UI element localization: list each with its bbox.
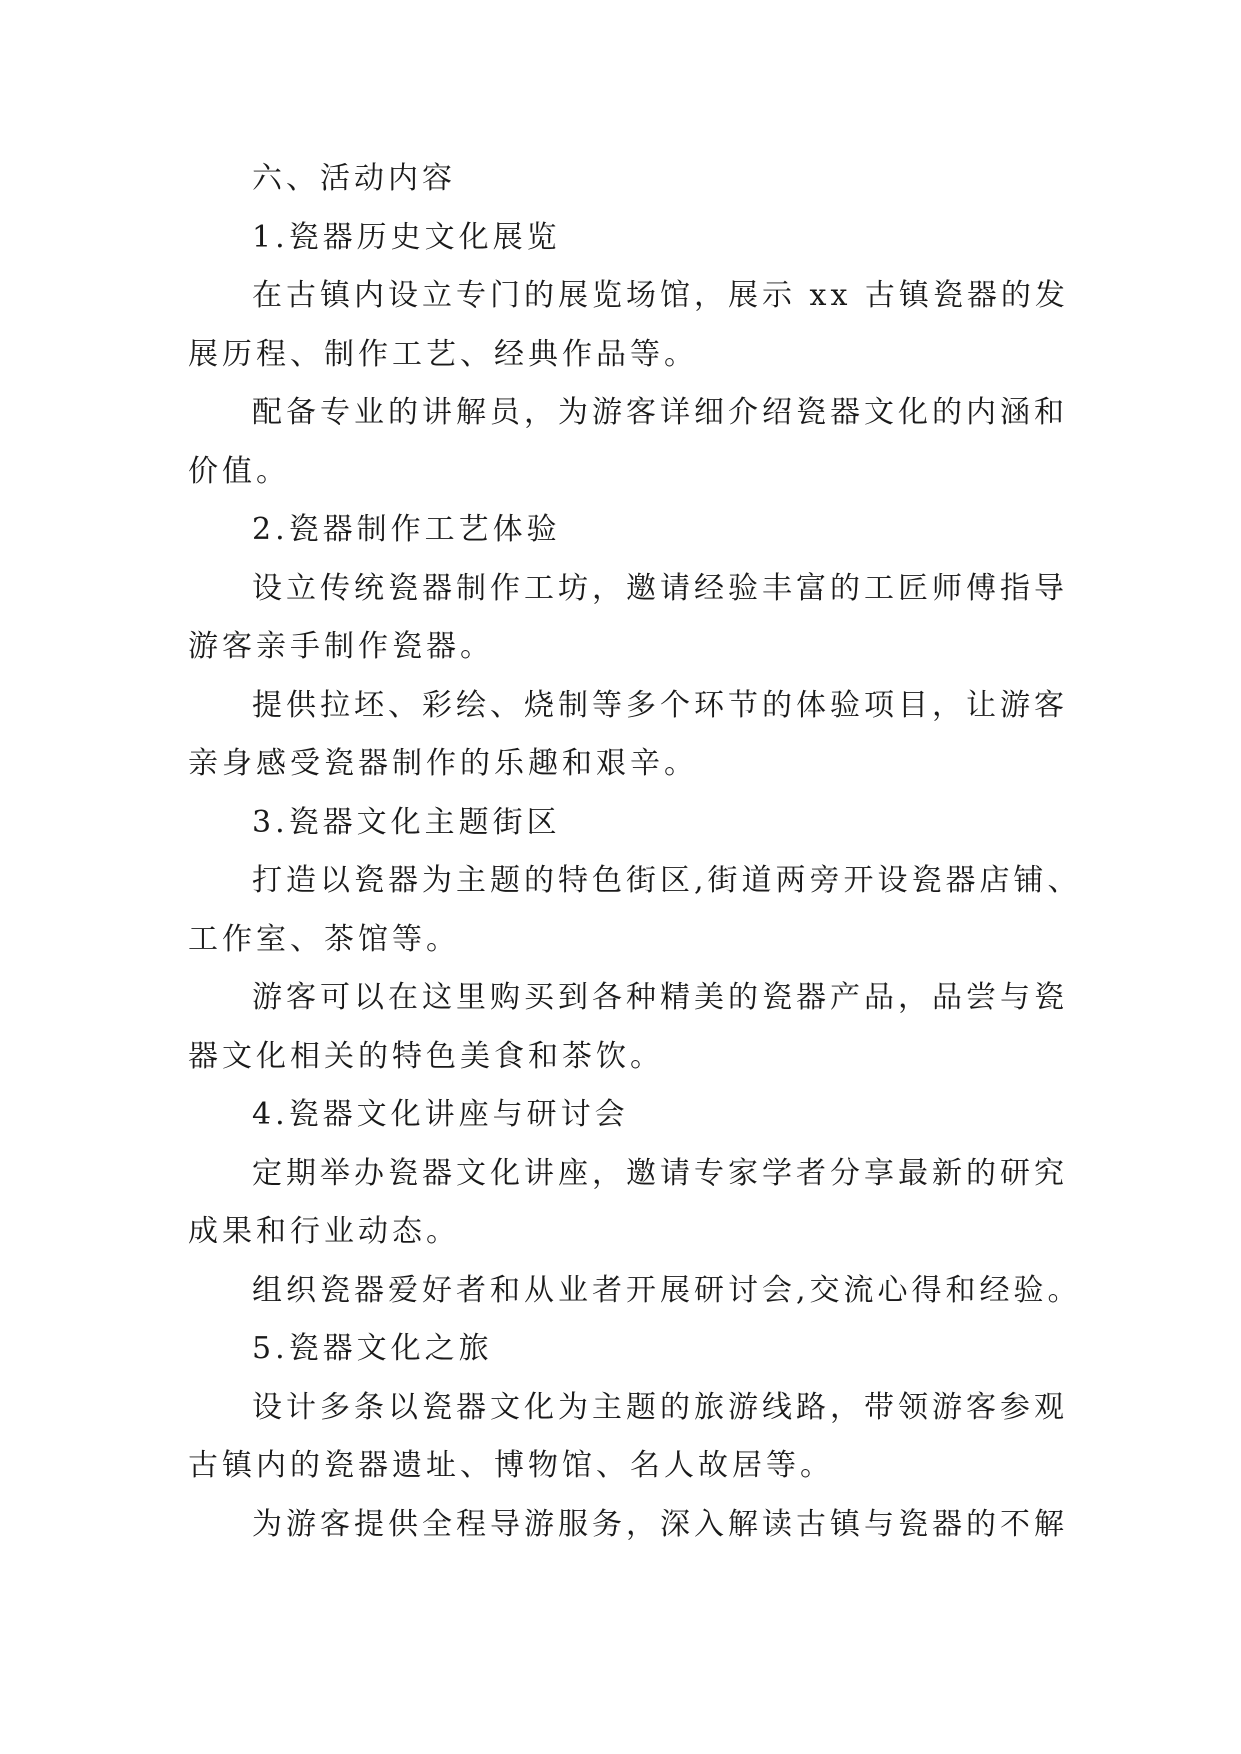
subheading-exhibition: 1.瓷器历史文化展览 bbox=[252, 219, 561, 255]
paragraph-line: 打造以瓷器为主题的特色街区,街道两旁开设瓷器店铺、 bbox=[252, 863, 1082, 898]
paragraph-line: 配备专业的讲解员，为游客详细介绍瓷器文化的内涵和 bbox=[252, 395, 1068, 430]
paragraph-line: 游客可以在这里购买到各种精美的瓷器产品，品尝与瓷 bbox=[252, 980, 1068, 1015]
paragraph-line: 古镇内的瓷器遗址、博物馆、名人故居等。 bbox=[188, 1448, 834, 1483]
paragraph-line: 亲身感受瓷器制作的乐趣和艰辛。 bbox=[188, 746, 698, 781]
paragraph-line: 设计多条以瓷器文化为主题的旅游线路，带领游客参观 bbox=[252, 1389, 1068, 1425]
paragraph-line: 成果和行业动态。 bbox=[188, 1214, 460, 1249]
paragraph-line: 工作室、茶馆等。 bbox=[188, 921, 460, 957]
subheading-lectures: 4.瓷器文化讲座与研讨会 bbox=[252, 1097, 629, 1132]
section-heading: 六、活动内容 bbox=[252, 161, 456, 196]
paragraph-line: 展历程、制作工艺、经典作品等。 bbox=[188, 336, 698, 372]
paragraph-line: 定期举办瓷器文化讲座，邀请专家学者分享最新的研究 bbox=[252, 1155, 1068, 1191]
paragraph-line: 器文化相关的特色美食和茶饮。 bbox=[188, 1038, 664, 1074]
paragraph-line: 在古镇内设立专门的展览场馆，展示 xx 古镇瓷器的发 bbox=[252, 278, 1069, 313]
paragraph-line: 提供拉坯、彩绘、烧制等多个环节的体验项目，让游客 bbox=[252, 687, 1068, 723]
subheading-theme-street: 3.瓷器文化主题街区 bbox=[252, 804, 561, 840]
paragraph-line: 游客亲手制作瓷器。 bbox=[188, 629, 494, 664]
document-page bbox=[188, 150, 1082, 1554]
paragraph-line: 设立传统瓷器制作工坊，邀请经验丰富的工匠师傅指导 bbox=[252, 570, 1068, 606]
paragraph-line: 价值。 bbox=[188, 453, 290, 489]
paragraph-line: 为游客提供全程导游服务，深入解读古镇与瓷器的不解 bbox=[252, 1506, 1068, 1542]
paragraph-line: 组织瓷器爱好者和从业者开展研讨会,交流心得和经验。 bbox=[252, 1272, 1082, 1308]
subheading-culture-tour: 5.瓷器文化之旅 bbox=[252, 1331, 493, 1366]
subheading-craft-experience: 2.瓷器制作工艺体验 bbox=[252, 512, 561, 547]
